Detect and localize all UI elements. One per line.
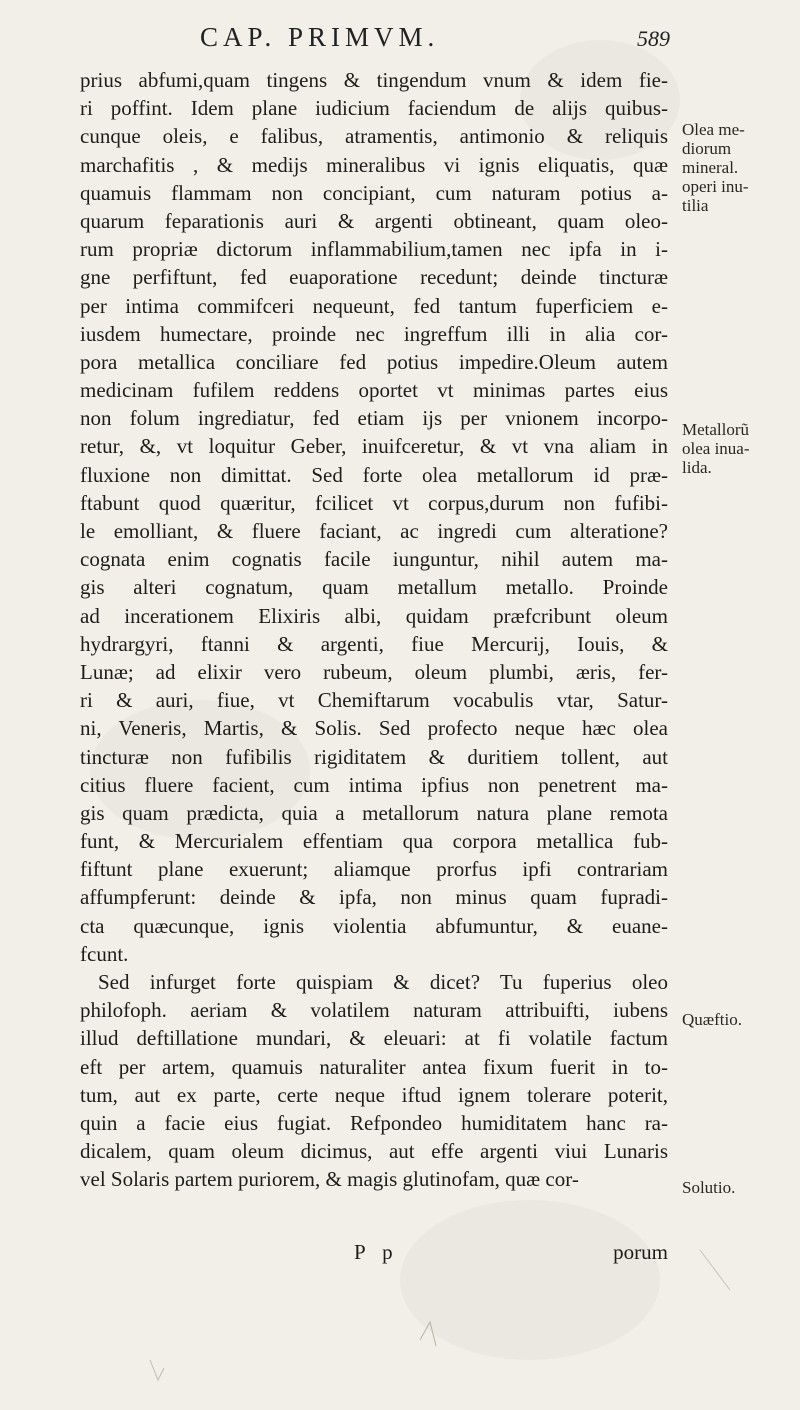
text-line: fcunt. (80, 941, 129, 966)
text-line: quamuis flammam non concipiant, cum naturam potius a- (80, 180, 668, 205)
margin-note-line: diorum (682, 139, 732, 158)
text-line: Lunæ; ad elixir vero rubeum, oleum plumbi, æris, fer- (80, 659, 668, 684)
margin-note-line: Metallorũ (682, 420, 750, 439)
text-line: hydrargyri, ftanni & argenti, fiue Mercurij, Iouis, & (80, 631, 668, 656)
text-line: cta quæcunque, ignis violentia abfumuntur, & euane- (80, 913, 668, 938)
text-line: per intima commifceri nequeunt, fed tantum fuperficiem e- (80, 293, 668, 318)
text-line: gis quam prædicta, quia a metallorum natura plane remota (80, 800, 668, 825)
signature-mark: P p (354, 1240, 399, 1264)
text-line: quin a facie eius fugiat. Refpondeo humiditatem hanc ra- (80, 1110, 668, 1135)
text-line: pora metallica conciliare fed potius impedire.Oleum autem (80, 349, 668, 374)
text-line: illud deftillatione mundari, & eleuari: at fi volatile factum (80, 1026, 668, 1051)
text-line: dicalem, quam oleum dicimus, aut effe argenti viui Lunaris (80, 1139, 668, 1164)
text-line: philofoph. aeriam & volatilem naturam attribuifti, iubens (80, 998, 668, 1023)
margin-note-line: olea inua- (682, 439, 750, 458)
text-line: prius abfumi,quam tingens & tingendum vnum & idem fie- (80, 68, 668, 92)
text-line: medicinam fufilem reddens oportet vt minimas partes eius (80, 378, 668, 403)
text-line: iusdem humectare, proinde nec ingreffum illi in alia cor- (80, 321, 668, 346)
text-line: ri & auri, fiue, vt Chemiftarum vocabulis vtar, Satur- (80, 688, 668, 713)
text-line: le emolliant, & fluere faciant, ac ingredi cum alteratione? (80, 519, 668, 543)
margin-note-line: mineral. (682, 158, 739, 177)
margin-note-line: Olea me- (682, 120, 745, 139)
pencil-stroke (150, 1360, 164, 1380)
text-line: ad incerationem Elixiris albi, quidam præfcribunt oleum (80, 603, 668, 628)
pencil-stroke (420, 1322, 436, 1346)
text-line: Sed infurget forte quispiam & dicet? Tu fuperius oleo (98, 970, 668, 994)
text-line: ri poffint. Idem plane iudicium faciendum de alijs quibus- (80, 96, 668, 121)
text-line: affumpferunt: deinde & ipfa, non minus quam fupradi- (80, 885, 668, 910)
text-line: citius fluere facient, cum intima ipfius non penetrent ma- (80, 772, 668, 797)
text-line: cunque oleis, e falibus, atramentis, antimonio & reliquis (80, 124, 668, 149)
text-line: ni, Veneris, Martis, & Solis. Sed profecto neque hæc olea (80, 716, 668, 741)
margin-note-line: Solutio. (682, 1178, 736, 1197)
text-line: fiftunt plane exuerunt; aliamque prorfus ipfi contrariam (80, 857, 668, 882)
margin-note-line: lida. (682, 458, 712, 477)
text-line: quarum feparationis auri & argenti obtineant, quam oleo- (80, 208, 668, 233)
margin-note-line: operi inu- (682, 177, 749, 196)
text-line: tincturæ non fufibilis rigiditatem & duritiem tollent, aut (80, 744, 668, 769)
text-line: gne perfiftunt, fed euaporatione recedunt; deinde tincturæ (80, 265, 668, 290)
margin-note-line: tilia (682, 196, 709, 215)
text-line: rum propriæ dictorum inflammabilium,tamen nec ipfa in i- (80, 237, 668, 262)
text-line: ftabunt quod quæritur, fcilicet vt corpus,durum non fufibi- (80, 490, 668, 515)
text-line: cognata enim cognatis facile iunguntur, nihil autem ma- (80, 547, 668, 572)
text-line: non folum ingrediatur, fed etiam ijs per vnionem incorpo- (80, 406, 668, 431)
pencil-stroke (700, 1250, 730, 1290)
catchword: porum (613, 1240, 668, 1264)
text-line: retur, &, vt loquitur Geber, inuifceretur, & vt vna aliam in (80, 434, 668, 459)
running-head: CAP. PRIMVM. (200, 22, 440, 52)
margin-note-line: Quæftio. (682, 1010, 742, 1029)
text-line: tum, aut ex parte, certe neque iftud ignem tolerare poterit, (80, 1082, 668, 1107)
text-line: vel Solaris partem puriorem, & magis glutinofam, quæ cor- (80, 1167, 579, 1192)
page-number: 589 (637, 26, 670, 51)
text-line: eft per artem, quamuis naturaliter antea fixum fuerit in to- (80, 1054, 668, 1079)
text-line: fluxione non dimittat. Sed forte olea metallorum id præ- (80, 462, 668, 487)
text-line: gis alteri cognatum, quam metallum metallo. Proinde (80, 575, 668, 600)
text-line: marchafitis , & medijs mineralibus vi ignis eliquatis, quæ (80, 152, 668, 177)
text-line: funt, & Mercurialem effentiam qua corpora metallica fub- (80, 829, 668, 854)
